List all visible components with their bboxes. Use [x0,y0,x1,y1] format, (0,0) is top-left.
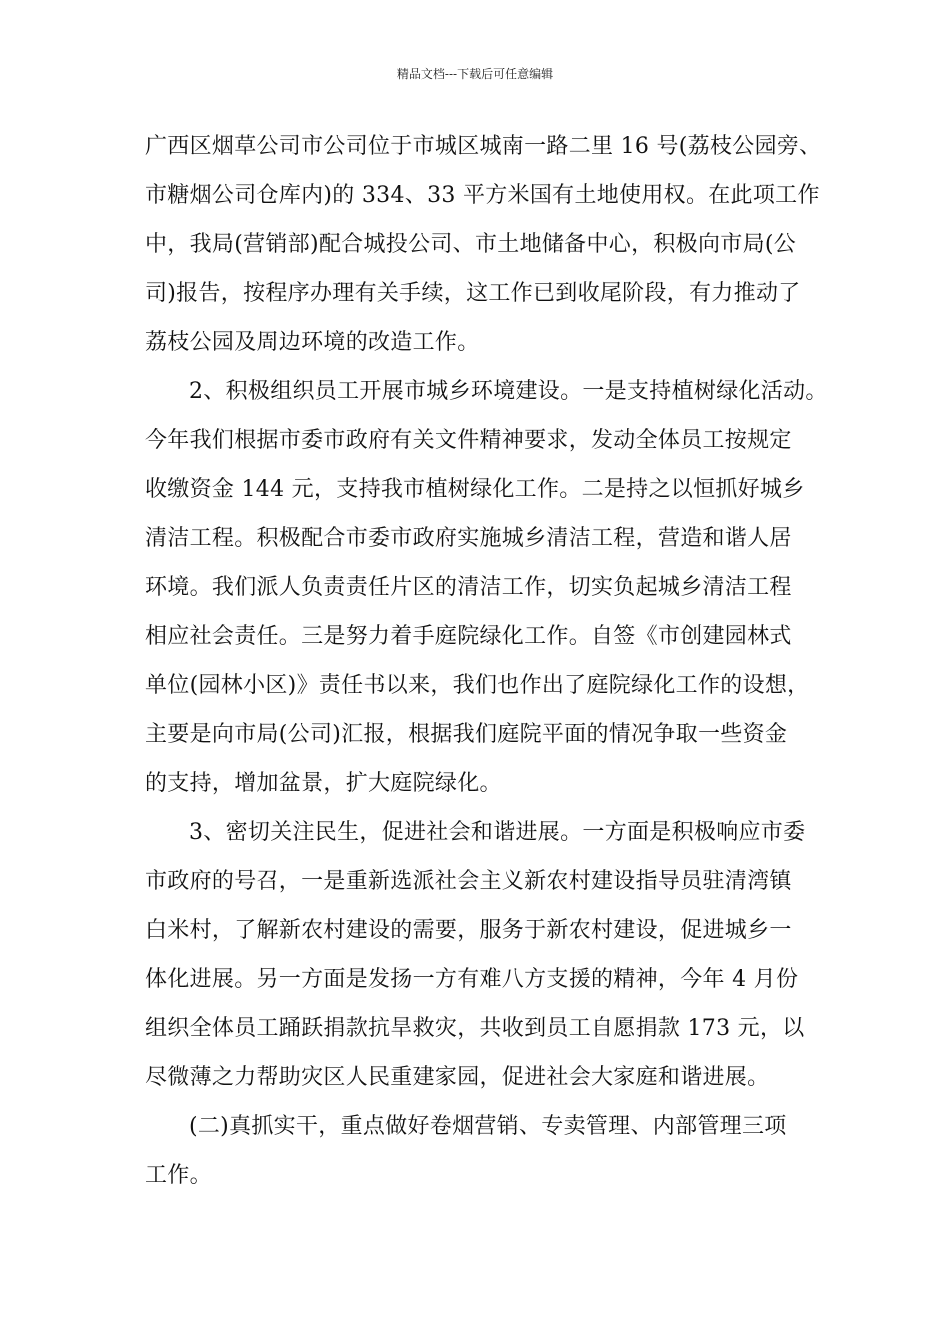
text-line: (二)真抓实干，重点做好卷烟营销、专卖管理、内部管理三项 [189,1114,787,1139]
text-line: 3、密切关注民生，促进社会和谐进展。一方面是积极响应市委 [189,820,806,845]
text-line: 中，我局(营销部)配合城投公司、市土地储备中心，积极向市局(公 [145,232,797,257]
text-line: 环境。我们派人负责责任片区的清洁工作，切实负起城乡清洁工程 [145,575,792,600]
text-line: 的支持，增加盆景，扩大庭院绿化。 [145,771,502,796]
text-line: 荔枝公园及周边环境的改造工作。 [145,330,480,355]
text-line: 今年我们根据市委市政府有关文件精神要求，发动全体员工按规定 [145,428,792,453]
document-body [145,122,828,1200]
text-line: 单位(园林小区)》责任书以来，我们也作出了庭院绿化工作的设想， [145,673,810,698]
text-line: 主要是向市局(公司)汇报，根据我们庭院平面的情况争取一些资金 [145,722,788,747]
text-line: 收缴资金 144 元，支持我市植树绿化工作。二是持之以恒抓好城乡 [145,477,805,502]
text-line: 工作。 [145,1163,212,1188]
paragraph-livelihood [145,808,810,1102]
text-line: 司)报告，按程序办理有关手续，这工作已到收尾阶段，有力推动了 [145,281,801,306]
text-line: 2、积极组织员工开展市城乡环境建设。一是支持植树绿化活动。 [189,379,828,404]
text-line: 广西区烟草公司市公司位于市城区城南一路二里 16 号(荔枝公园旁、 [145,134,822,159]
text-line: 尽微薄之力帮助灾区人民重建家园，促进社会大家庭和谐进展。 [145,1065,770,1090]
paragraph-section-two [145,1102,810,1200]
text-line: 相应社会责任。三是努力着手庭院绿化工作。自签《市创建园林式 [145,624,792,649]
text-line: 体化进展。另一方面是发扬一方有难八方支援的精神，今年 4 月份 [145,967,799,992]
text-line: 白米村，了解新农村建设的需要，服务于新农村建设，促进城乡一 [145,918,792,943]
page-header: 精品文档---下载后可任意编辑 [396,67,554,81]
paragraph-environment [145,367,828,808]
text-line: 组织全体员工踊跃捐款抗旱救灾，共收到员工自愿捐款 173 元，以 [145,1016,805,1041]
paragraph-land-use [145,122,822,367]
text-line: 市政府的号召，一是重新选派社会主义新农村建设指导员驻清湾镇 [145,869,792,894]
text-line: 市糖烟公司仓库内)的 334、33 平方米国有土地使用权。在此项工作 [145,183,820,208]
text-line: 清洁工程。积极配合市委市政府实施城乡清洁工程，营造和谐人居 [145,526,792,551]
